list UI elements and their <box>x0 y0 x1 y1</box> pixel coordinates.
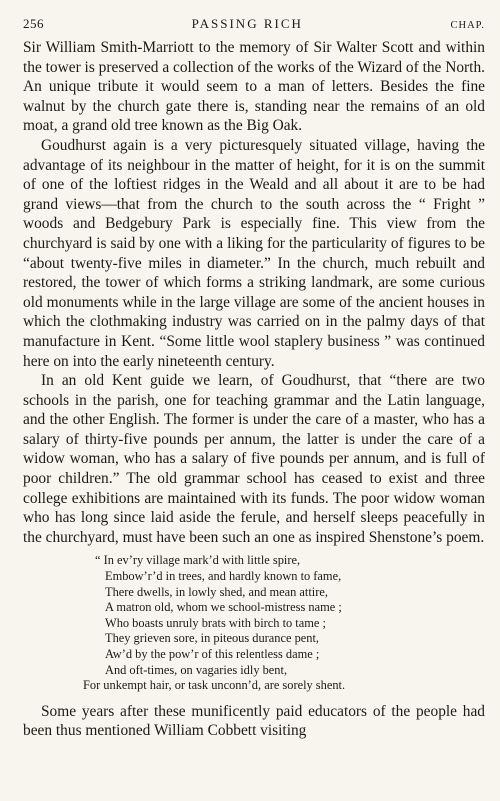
poem-line: There dwells, in lowly shed, and mean attire, <box>105 584 328 599</box>
poem-line: “ In ev’ry village mark’d with little spire, <box>95 553 301 568</box>
poem-line: And oft-times, on vagaries idly bent, <box>105 662 288 677</box>
page-number: 256 <box>23 16 44 31</box>
book-page <box>23 16 485 741</box>
body-paragraph: Goudhurst again is a very picturesquely situated village, having the advantage of its neighbour in the matter of height, for it is on the summit of one of the loftiest ridges in the Weald and all about it are to be had grand views—that from the church to the south across the “ Fright ” woods and Bedgebury Park is especially fine. This view from the churchyard is said by one with a liking for the particularity of figures to be “about twenty-five miles in diameter.” In the church, much rebuilt and restored, the tower of which forms a striking landmark, are some curious old monuments while in the large village are some of the ancient houses in which the clothmaking industry was carried on in the palmy days of that manufacture in Kent. “Some little wool staplery business ” was continued here on into the early nineteenth century. <box>23 136 485 370</box>
running-head <box>23 16 485 34</box>
body-paragraph: Some years after these munificently paid educators of the people had been thus mentioned William Cobbett visiting <box>23 702 485 740</box>
quoted-poem <box>23 553 485 693</box>
poem-line: Who boasts unruly brats with birch to tame ; <box>105 615 326 630</box>
poem-line: A matron old, whom we school-mistress name ; <box>105 600 342 615</box>
body-paragraph: Sir William Smith-Marriott to the memory of Sir Walter Scott and within the tower is preserved a collection of the works of the Wizard of the North. An unique tribute it would seem to a man of letters. Besides the fine walnut by the church gate there is, standing near the remains of an old moat, a grand old tree known as the Big Oak. <box>23 39 485 135</box>
poem-line: They grieven sore, in piteous durance pent, <box>105 631 320 646</box>
body-paragraph: In an old Kent guide we learn, of Goudhurst, that “there are two schools in the parish, one for teaching grammar and the Latin language, and the other English. The former is under the care of a master, who has a salary of thirty-five pounds per annum, the latter is under the care of a widow woman, who has a salary of five pounds per annum, and is full of poor children.” The old grammar school has ceased to exist and three college exhibitions are maintained with its funds. The poor widow woman who has long since laid aside the ferule, and herself sleeps peacefully in the churchyard, must have been such an one as inspired Shenstone’s poem. <box>23 372 485 546</box>
poem-line: Embow’r’d in trees, and hardly known to fame, <box>105 569 342 584</box>
chapter-marker: CHAP. <box>450 20 485 31</box>
running-title: PASSING RICH <box>191 16 303 31</box>
poem-line: Aw’d by the pow’r of this relentless dame ; <box>105 647 320 661</box>
poem-line: For unkempt hair, or task unconn’d, are sorely shent. <box>83 678 346 693</box>
